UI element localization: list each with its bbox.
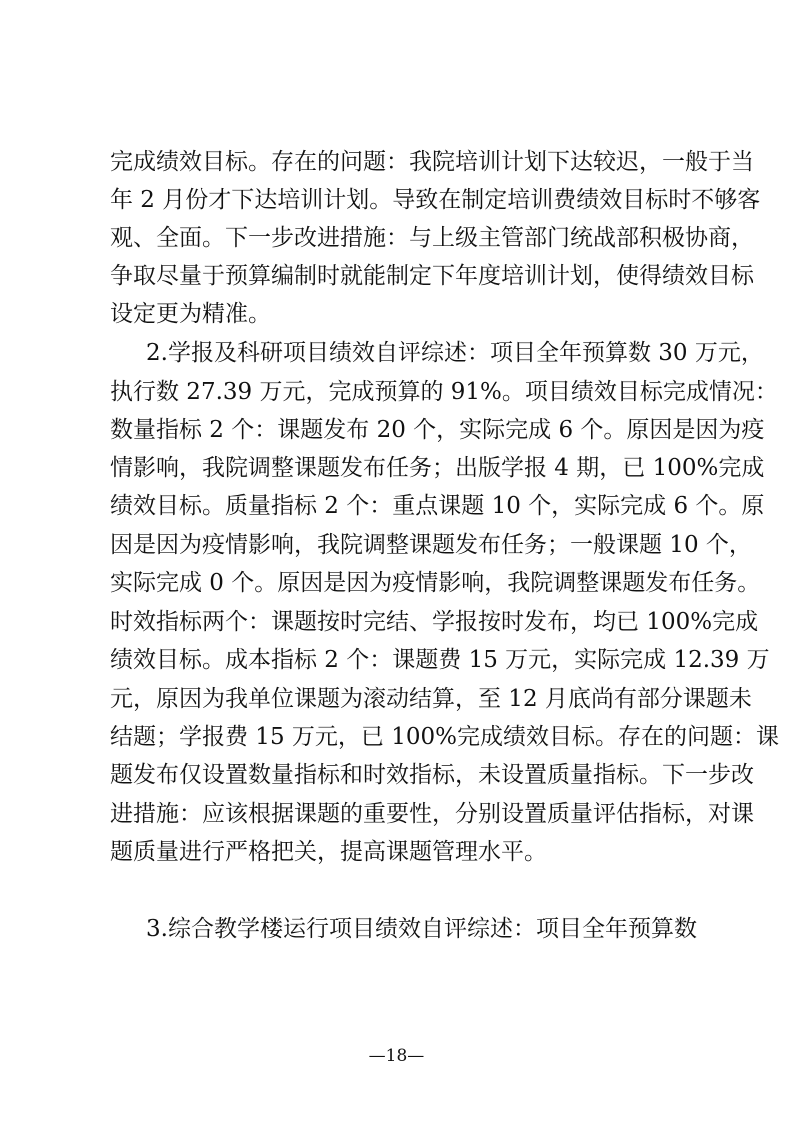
- text-line: 结题；学报费 15 万元，已 100%完成绩效目标。存在的问题：课: [110, 724, 779, 750]
- text-line: 设定更为精准。: [110, 301, 271, 327]
- text-line: 因是因为疫情影响，我院调整课题发布任务；一般课题 10 个，: [110, 532, 752, 558]
- page-number: —18—: [368, 1046, 425, 1066]
- text-line: 实际完成 0 个。原因是因为疫情影响，我院调整课题发布任务。: [110, 570, 761, 596]
- text-line: 执行数 27.39 万元，完成预算的 91%。项目绩效目标完成情况：: [110, 379, 778, 405]
- text-line: 情影响，我院调整课题发布任务；出版学报 4 期，已 100%完成: [110, 455, 765, 481]
- text-line: 进措施：应该根据课题的重要性，分别设置质量评估指标，对课: [110, 801, 754, 827]
- text-line: 数量指标 2 个：课题发布 20 个，实际完成 6 个。原因是因为疫: [110, 417, 765, 443]
- text-line: 绩效目标。成本指标 2 个：课题费 15 万元，实际完成 12.39 万: [110, 647, 770, 673]
- text-line: 元，原因为我单位课题为滚动结算，至 12 月底尚有部分课题未: [110, 686, 752, 712]
- text-line: 3.综合教学楼运行项目绩效自评综述：项目全年预算数: [146, 916, 697, 942]
- text-line: 绩效目标。质量指标 2 个：重点课题 10 个，实际完成 6 个。原: [110, 493, 765, 519]
- text-line: 争取尽量于预算编制时就能制定下年度培训计划，使得绩效目标: [110, 263, 754, 289]
- text-line: 题质量进行严格把关，提高课题管理水平。: [110, 839, 547, 865]
- text-line: 观、全面。下一步改进措施：与上级主管部门统战部积极协商，: [110, 225, 754, 251]
- text-line: 时效指标两个：课题按时完结、学报按时发布，均已 100%完成: [110, 609, 759, 635]
- text-line: 年 2 月份才下达培训计划。导致在制定培训费绩效目标时不够客: [110, 187, 761, 213]
- text-line: 题发布仅设置数量指标和时效指标，未设置质量指标。下一步改: [110, 762, 754, 788]
- text-line: 完成绩效目标。存在的问题：我院培训计划下达较迟，一般于当: [110, 149, 754, 175]
- text-line: 2.学报及科研项目绩效自评综述：项目全年预算数 30 万元，: [146, 340, 764, 366]
